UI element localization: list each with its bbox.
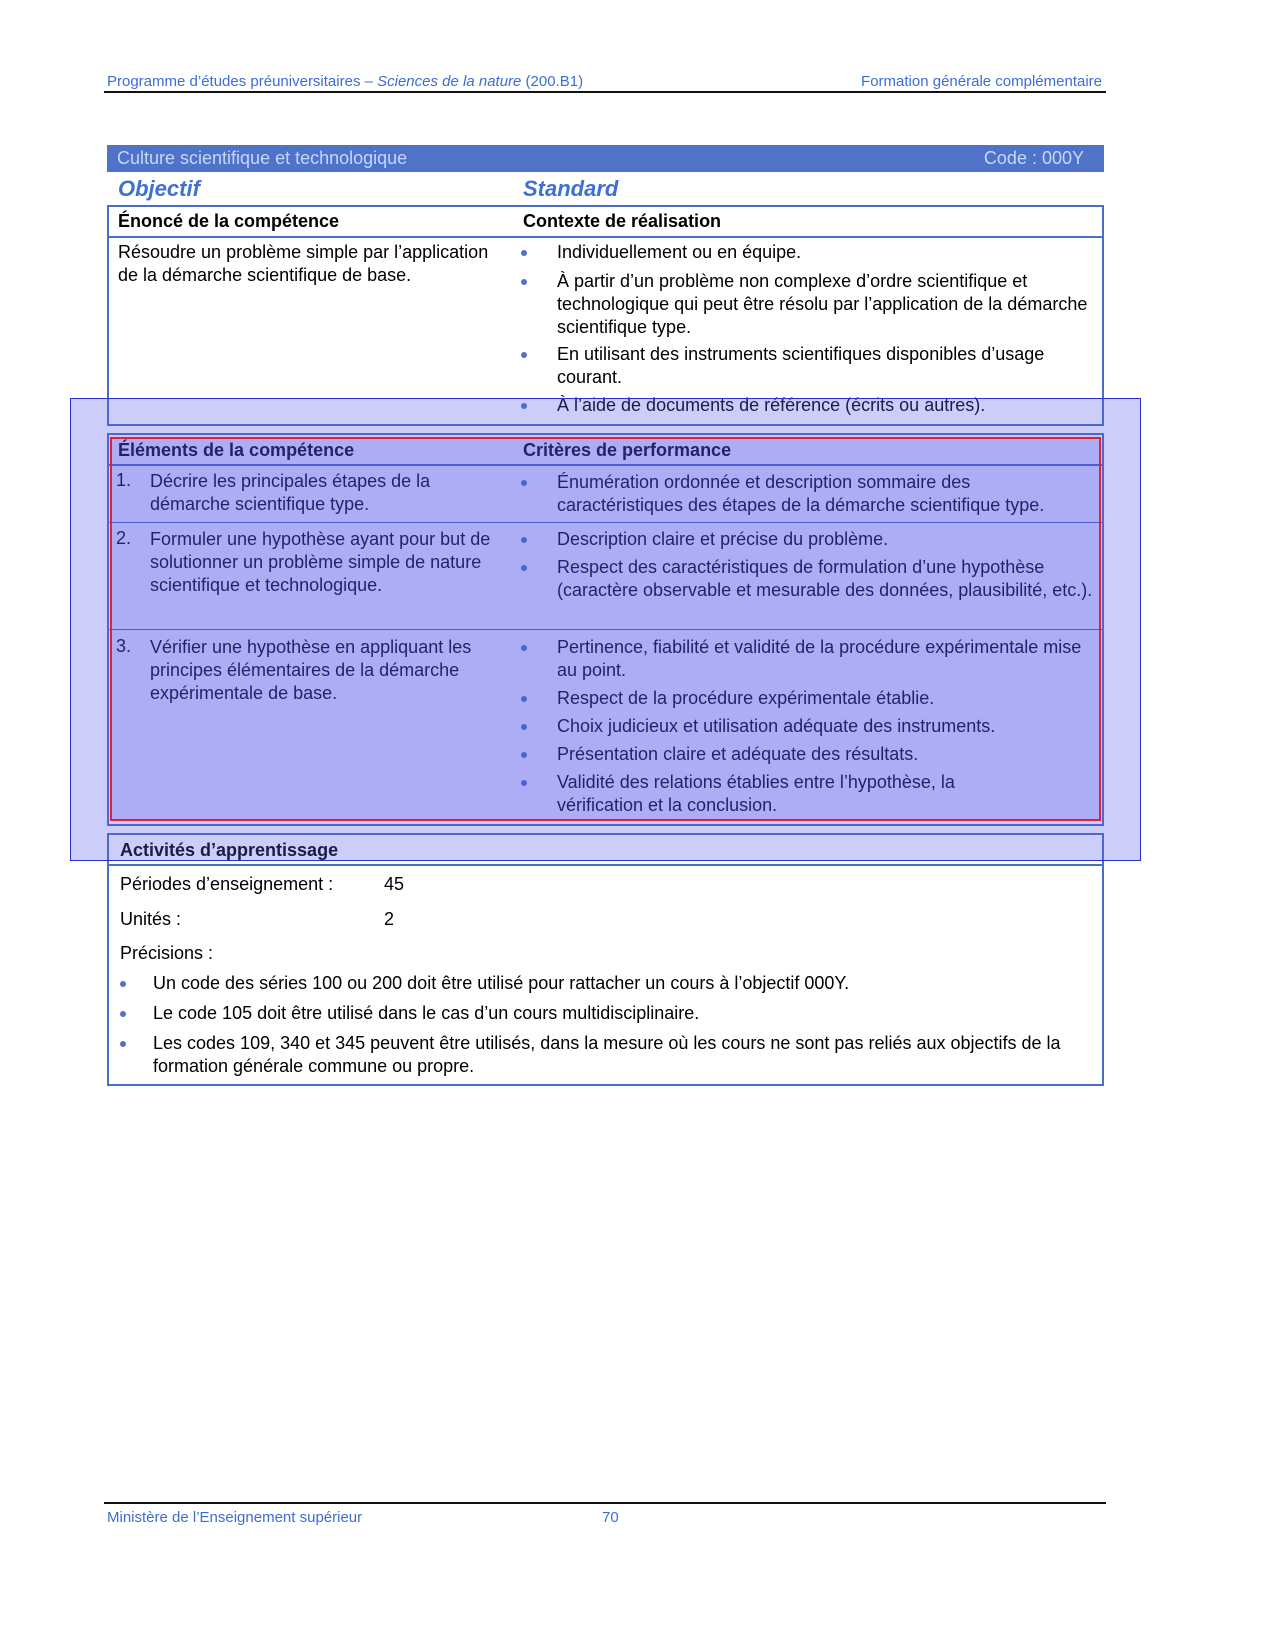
bullet-icon	[120, 981, 126, 987]
precisions-label: Précisions :	[120, 943, 214, 963]
footer-rule	[104, 1502, 1106, 1504]
critere-text: Respect des caractéristiques de formulation d’une hypothèse (caractère observable et mesurable des données, plausibilité, etc.).	[557, 557, 1093, 600]
course-title: Culture scientifique et technologique	[117, 148, 408, 168]
bullet-icon	[521, 352, 527, 358]
title-bar	[107, 145, 1104, 172]
enonce-text: Résoudre un problème simple par l’application de la démarche scientifique de base.	[118, 242, 489, 285]
activites-title: Activités d’apprentissage	[120, 840, 339, 860]
list-item: Un code des séries 100 ou 200 doit être utilisé pour rattacher un cours à l’objectif 000Y.	[153, 973, 850, 993]
list-item: Individuellement ou en équipe.	[557, 242, 802, 262]
bullet-icon	[521, 780, 527, 786]
elements-header-divider	[108, 464, 1103, 466]
critere-text: Choix judicieux et utilisation adéquate des instruments.	[557, 716, 996, 736]
critere-text: Respect de la procédure expérimentale établie.	[557, 688, 935, 708]
element-number: 1.	[116, 470, 132, 490]
bullet-icon	[521, 565, 527, 571]
critere-text: Pertinence, fiabilité et validité de la procédure expérimentale mise au point.	[557, 637, 1082, 680]
bullet-icon	[521, 645, 527, 651]
footer-left: Ministère de l’Enseignement supérieur	[107, 1509, 363, 1526]
periodes-label: Périodes d’enseignement :	[120, 874, 334, 894]
bullet-icon	[521, 250, 527, 256]
activites-header-divider	[108, 864, 1103, 866]
header-rule	[104, 91, 1106, 93]
unites-value: 2	[384, 909, 395, 929]
header-left: Programme d’études préuniversitaires – Sciences de la nature (200.B1)	[107, 73, 584, 90]
list-item: En utilisant des instruments scientifiques disponibles d’usage courant.	[557, 344, 1045, 387]
unites-label: Unités :	[120, 909, 182, 929]
bullet-icon	[521, 752, 527, 758]
bullet-icon	[120, 1011, 126, 1017]
bullet-icon	[521, 480, 527, 486]
contexte-label: Contexte de réalisation	[523, 211, 722, 231]
bullet-icon	[521, 403, 527, 409]
bullet-icon	[521, 724, 527, 730]
enonce-label: Énoncé de la compétence	[118, 211, 340, 231]
list-item: À l’aide de documents de référence (écrits ou autres).	[557, 395, 986, 415]
bullet-icon	[521, 279, 527, 285]
bullet-icon	[521, 696, 527, 702]
row-divider	[108, 522, 1103, 523]
criteres-label: Critères de performance	[523, 440, 732, 460]
critere-text: Présentation claire et adéquate des résultats.	[557, 744, 919, 764]
course-code: Code : 000Y	[983, 148, 1084, 168]
element-number: 2.	[116, 528, 132, 548]
periodes-value: 45	[384, 874, 405, 894]
bullet-icon	[521, 537, 527, 543]
critere-text: Énumération ordonnée et description sommaire des caractéristiques des étapes de la démarche scientifique type.	[557, 472, 1045, 515]
list-item: Le code 105 doit être utilisé dans le cas d’un cours multidisciplinaire.	[153, 1003, 700, 1023]
elements-label: Éléments de la compétence	[118, 440, 355, 460]
critere-text: Validité des relations établies entre l’hypothèse, la vérification et la conclusion.	[557, 772, 955, 815]
element-text: Décrire les principales étapes de la démarche scientifique type.	[150, 471, 431, 514]
element-number: 3.	[116, 636, 132, 656]
standard-heading: Standard	[523, 176, 619, 201]
objective-heading: Objectif	[118, 176, 200, 201]
bullet-icon	[120, 1041, 126, 1047]
page-number: 70	[602, 1509, 619, 1526]
element-text: Vérifier une hypothèse en appliquant les principes élémentaires de la démarche expérimentale de base.	[150, 637, 472, 703]
element-text: Formuler une hypothèse ayant pour but de solutionner un problème simple de nature scientifique et technologique.	[150, 529, 491, 595]
list-item: À partir d’un problème non complexe d’ordre scientifique et technologique qui peut être résolu par l’application de la démarche scientifique type.	[557, 271, 1088, 337]
competence-header-divider	[108, 236, 1103, 238]
critere-text: Description claire et précise du problème.	[557, 529, 889, 549]
row-divider	[108, 629, 1103, 630]
header-right: Formation générale complémentaire	[861, 73, 1102, 90]
list-item: Les codes 109, 340 et 345 peuvent être utilisés, dans la mesure où les cours ne sont pas reliés aux objectifs de la formation générale commune ou propre.	[153, 1033, 1061, 1076]
